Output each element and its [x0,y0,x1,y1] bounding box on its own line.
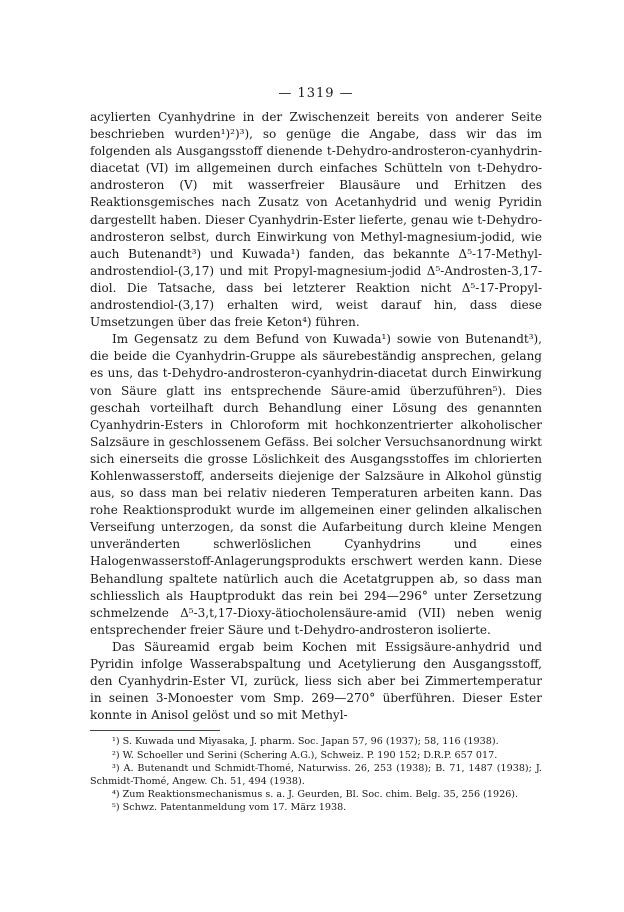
footnote-3: ³) A. Butenandt und Schmidt-Thomé, Naturwiss. 26, 253 (1938); B. 71, 1487 (1938); J. Schmidt-Thomé, Angew. Ch. 51, 494 (1938). [90,762,542,787]
document-page [90,86,542,815]
footnote-1: ¹) S. Kuwada und Miyasaka, J. pharm. Soc. Japan 57, 96 (1937); 58, 116 (1938). [112,736,499,748]
footnote-5: ⁵) Schwz. Patentanmeldung vom 17. März 1938. [112,802,347,814]
body-paragraph-2: Im Gegensatz zu dem Befund von Kuwada¹) sowie von Butenandt³), die beide die Cyanhydrin-Gruppe als säurebeständig ansprechen, gelang es uns, das t-Dehydro-androsteron-cyanhydrin-diacetat durch Einwirkung von Säure glatt ins entsprechende Säure-amid überzuführen⁵). Dies geschah vorteilhaft durch Behandlung einer Lösung des genannten Cyanhydrin-Esters in Chloroform mit hochkonzentrierter alkoholischer Salzsäure in geschlossenem Gefäss. Bei solcher Versuchsanordnung wirkt sich einerseits die grosse Löslichkeit des Ausgangsstoffes im chlorierten Kohlenwasserstoff, anderseits diejenige der Salzsäure in Alkohol günstig aus, so dass man bei relativ niederen Temperaturen arbeiten kann. Das rohe Reaktionsprodukt wurde im allgemeinen einer gelinden alkalischen Verseifung unterzogen, da sonst die Aufarbeitung durch kleine Mengen unveränderten schwerlöslichen Cyanhydrins und eines Halogenwasserstoff-Anlagerungsprodukts erschwert werden kann. Diese Behandlung spaltete natürlich auch die Acetatgruppen ab, so dass man schliesslich als Hauptprodukt das rein bei 294—296° unter Zersetzung schmelzende Δ⁵-3,t,17-Dioxy-ätiocholensäure-amid (VII) neben wenig entsprechender freier Säure und t-Dehydro-androsteron isolierte. [90,332,542,637]
footnote-2: ²) W. Schoeller und Serini (Schering A.G.), Schweiz. P. 190 152; D.R.P. 657 017. [112,749,498,761]
footnote-divider [90,730,220,731]
page-number: — 1319 — [278,86,354,101]
body-paragraph-1: acylierten Cyanhydrine in der Zwischenzeit bereits von anderer Seite beschrieben wurden¹)²)³), so genüge die Angabe, dass wir das im folgenden als Ausgangsstoff dienende t-Dehydro-androsteron-cyanhydrin-diacetat (VI) im allgemeinen durch einfaches Schütteln von t-Dehydro-androsteron (V) mit wasserfreier Blausäure und Erhitzen des Reaktionsgemisches nach Zusatz von Acetanhydrid und wenig Pyridin dargestellt haben. Dieser Cyanhydrin-Ester lieferte, genau wie t-Dehydro-androsteron selbst, durch Einwirkung von Methyl-magnesium-jodid, wie auch Butenandt³) und Kuwada¹) fanden, das bekannte Δ⁵-17-Methyl-androstendiol-(3,17) und mit Propyl-magnesium-jodid Δ⁵-Androsten-3,17-diol. Die Tatsache, dass bei letzterer Reaktion nicht Δ⁵-17-Propyl-androstendiol-(3,17) erhalten wird, weist darauf hin, dass diese Umsetzungen über das freie Keton⁴) führen. [90,110,542,330]
body-paragraph-3: Das Säureamid ergab beim Kochen mit Essigsäure-anhydrid und Pyridin infolge Wasserabspaltung und Acetylierung den Ausgangsstoff, den Cyanhydrin-Ester VI, zurück, liess sich aber bei Zimmertemperatur in seinen 3-Monoester vom Smp. 269—270° überführen. Dieser Ester konnte in Anisol gelöst und so mit Methyl- [90,639,542,723]
footnote-4: ⁴) Zum Reaktionsmechanismus s. a. J. Geurden, Bl. Soc. chim. Belg. 35, 256 (1926). [112,789,519,801]
